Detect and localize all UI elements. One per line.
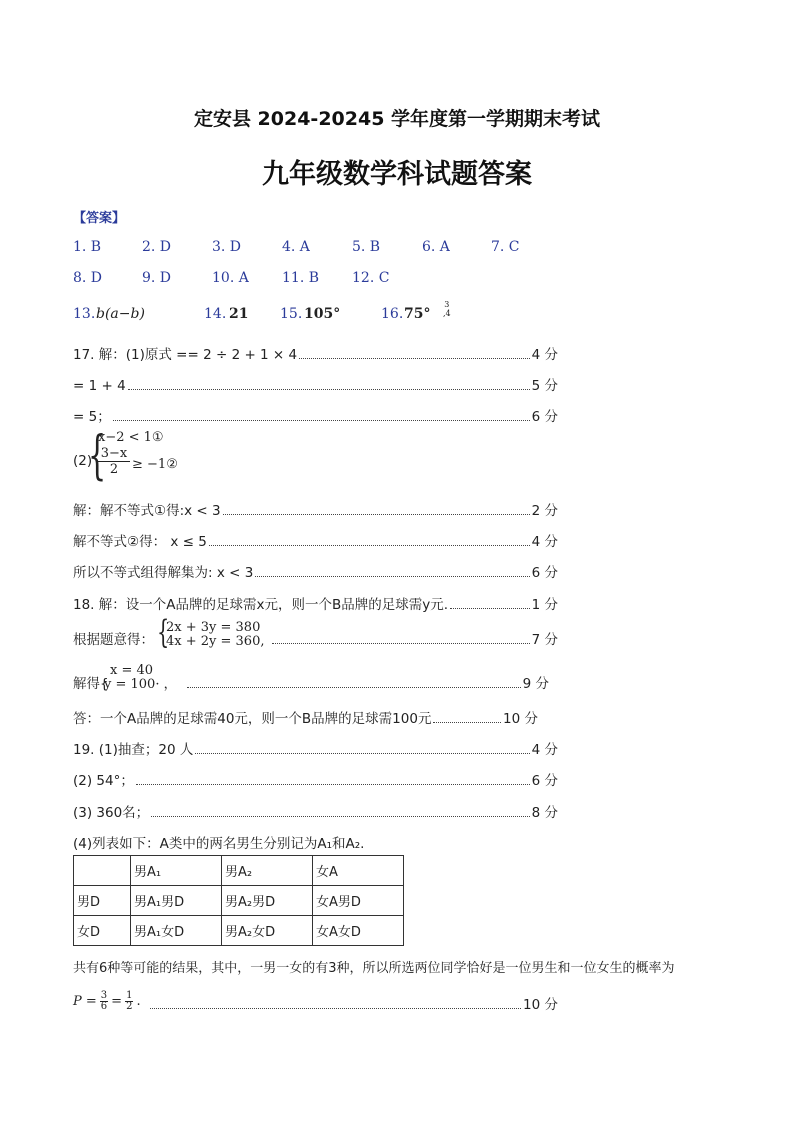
fraction-1-denominator: 6 <box>100 1001 108 1012</box>
exam-title: 定安县 2024-20245 学年度第一学期期末考试 <box>193 108 601 130</box>
system-brace: { <box>88 426 107 486</box>
probability-label: P = <box>73 994 97 1009</box>
q18-solution-2: y = 100· ， <box>104 677 177 692</box>
fill-15-answer: 105° <box>304 306 341 322</box>
q18-text-4: 答：一个A品牌的足球需40元，则一个B品牌的足球需100元 <box>73 711 432 727</box>
outcome-table <box>73 855 404 946</box>
mc-answer-10: 10. A <box>212 270 249 286</box>
q17-line-2 <box>73 374 558 394</box>
q19-text-3: (3) 360名； <box>73 805 150 821</box>
q19-line-3 <box>73 801 558 821</box>
fraction-2-denominator: 2 <box>126 1001 133 1012</box>
q19-text-5: 共有6种等可能的结果，其中，一男一女的有3种，所以所选两位同学恰好是一位男生和一位女生的概率为 <box>73 961 675 976</box>
table-cell: 女A男D <box>313 886 404 916</box>
q17-score-5: 4 分 <box>531 534 558 550</box>
mc-answer-7: 7. C <box>491 239 520 255</box>
q17-score-4: 2 分 <box>531 503 558 519</box>
fill-15-number: 15. <box>280 306 303 322</box>
q17-score-3: 6 分 <box>531 409 558 425</box>
system-line-1: x−2 < 1① <box>98 430 164 445</box>
mc-answer-8: 8. D <box>73 270 103 286</box>
fill-16-fraction <box>443 300 451 318</box>
q17-part2-label: (2) <box>73 453 93 469</box>
q17-line-4 <box>73 499 558 519</box>
fraction-2-numerator: 1 <box>126 990 133 1001</box>
q17-text-2: = 1 + 4 <box>73 378 126 394</box>
system-fraction-denominator: 2 <box>109 462 119 477</box>
q18-equation-1: 2x + 3y = 380 <box>166 620 261 635</box>
table-cell: 男A₁ <box>131 856 222 886</box>
fraction-1-numerator: 3 <box>100 990 108 1001</box>
fill-16-answer: 75° <box>404 306 431 322</box>
mc-answer-12: 12. C <box>352 270 390 286</box>
table-row <box>74 916 404 946</box>
probability-fraction-1 <box>100 991 108 1012</box>
q19-score-3: 8 分 <box>531 805 558 821</box>
q18-equation-brace: { <box>157 613 170 651</box>
q18-line-4 <box>73 707 538 727</box>
q18-score-2: 7 分 <box>531 632 558 648</box>
table-row <box>74 886 404 916</box>
equals-sign: = <box>111 994 123 1009</box>
table-cell <box>74 856 131 886</box>
q19-text-2: (2) 54°； <box>73 773 134 789</box>
system-fraction-numerator: 3−x <box>98 446 130 462</box>
system-fraction <box>98 446 130 477</box>
q18-line-3-fill <box>185 672 549 692</box>
q18-line-2-fill <box>270 628 558 648</box>
table-cell: 男A₁男D <box>131 886 222 916</box>
q17-line-5 <box>73 530 558 550</box>
q18-line-1 <box>73 593 558 613</box>
fill-16-mark: , <box>443 309 446 318</box>
mc-answer-1: 1. B <box>73 239 102 255</box>
table-cell: 女D <box>74 916 131 946</box>
answer-tag: 【答案】 <box>73 211 126 226</box>
q17-score-1: 4 分 <box>531 347 558 363</box>
q19-line-1 <box>73 738 558 758</box>
q17-line-6 <box>73 561 558 581</box>
table-cell: 男D <box>74 886 131 916</box>
q18-score-1: 1 分 <box>531 597 558 613</box>
table-row <box>74 856 404 886</box>
mc-answer-11: 11. B <box>282 270 320 286</box>
q18-equation-prefix: 根据题意得： <box>73 632 154 648</box>
q19-text-1: 19. (1)抽查；20 人 <box>73 742 194 758</box>
q19-score-1: 4 分 <box>531 742 558 758</box>
q17-text-6: 所以不等式组得解集为: x < 3 <box>73 565 254 581</box>
probability-formula <box>73 991 141 1012</box>
fill-16-frac-numerator: 3 <box>444 300 450 309</box>
fill-14-answer: 21 <box>229 306 249 322</box>
answer-sheet-title: 九年级数学科试题答案 <box>262 159 532 190</box>
q19-line-6-fill <box>148 993 558 1013</box>
q18-text-1: 18. 解：设一个A品牌的足球需x元，则一个B品牌的足球需y元. <box>73 597 449 613</box>
mc-answer-4: 4. A <box>282 239 310 255</box>
table-cell: 男A₂男D <box>222 886 313 916</box>
probability-fraction-2 <box>125 991 133 1012</box>
fill-16-number: 16. <box>381 306 404 322</box>
table-cell: 女A <box>313 856 404 886</box>
fill-13-answer: b(a−b) <box>96 306 145 322</box>
table-cell: 女A女D <box>313 916 404 946</box>
q17-text-1: 17. 解：(1)原式 == 2 ÷ 2 + 1 × 4 <box>73 347 298 363</box>
q19-score-2: 6 分 <box>531 773 558 789</box>
q18-score-3: 9 分 <box>522 676 549 692</box>
q17-text-3: = 5； <box>73 409 111 425</box>
q17-line-3 <box>73 405 558 425</box>
q19-text-4: (4)列表如下：A类中的两名男生分别记为A₁和A₂. <box>73 836 365 852</box>
system-line-2-rest: ≥ −1② <box>132 457 178 472</box>
q17-score-2: 5 分 <box>531 378 558 394</box>
fill-13-number: 13. <box>73 306 96 322</box>
table-cell: 男A₂女D <box>222 916 313 946</box>
mc-answer-6: 6. A <box>422 239 450 255</box>
table-cell: 男A₁女D <box>131 916 222 946</box>
mc-answer-3: 3. D <box>212 239 242 255</box>
q17-score-6: 6 分 <box>531 565 558 581</box>
q17-line-1 <box>73 343 558 363</box>
table-cell: 男A₂ <box>222 856 313 886</box>
q19-score-6: 10 分 <box>523 997 558 1013</box>
fill-16-frac-denominator: 4 <box>445 309 451 318</box>
q18-score-4: 10 分 <box>503 711 538 727</box>
formula-period: . <box>136 994 141 1009</box>
q17-text-5: 解不等式②得： x ≤ 5 <box>73 534 207 550</box>
q17-text-4: 解：解不等式①得:x < 3 <box>73 503 221 519</box>
mc-answer-5: 5. B <box>352 239 381 255</box>
q18-solution-prefix: 解得{ <box>73 676 109 692</box>
q18-equation-2: 4x + 2y = 360, <box>166 634 265 649</box>
q18-solution-1: x = 40 <box>110 663 154 678</box>
q19-line-2 <box>73 769 558 789</box>
fill-14-number: 14. <box>204 306 227 322</box>
mc-answer-9: 9. D <box>142 270 172 286</box>
mc-answer-2: 2. D <box>142 239 172 255</box>
